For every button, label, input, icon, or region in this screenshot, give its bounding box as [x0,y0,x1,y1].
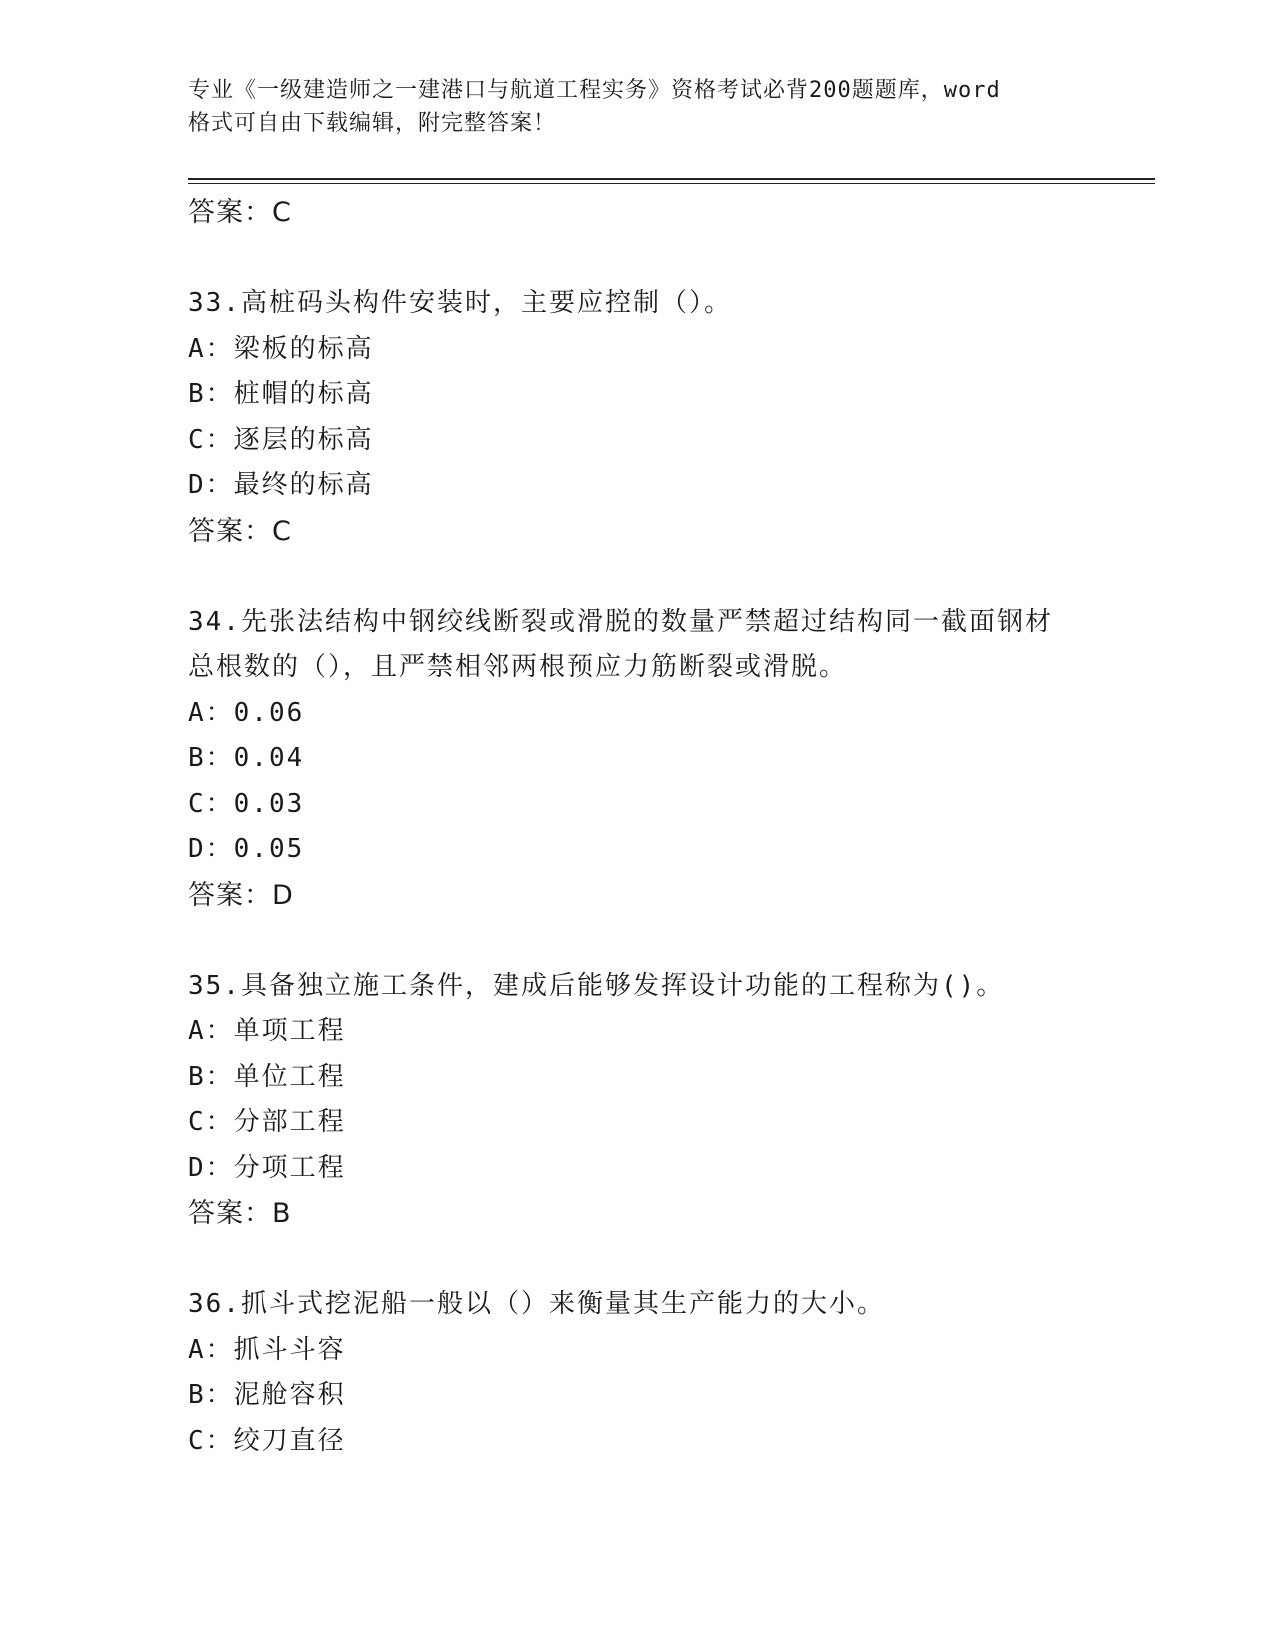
option-b: B：0.04 [188,743,305,773]
option-a: A：梁板的标高 [188,333,374,364]
question-36 [188,1282,1088,1464]
question-stem: 36.抓斗式挖泥船一般以（）来衡量其生产能力的大小。 [188,1289,885,1319]
option-b: B：桩帽的标高 [188,379,374,409]
spacer [188,554,1088,600]
previous-answer: 答案：C [188,197,292,228]
answer: 答案：B [188,1198,292,1229]
option-b: B：泥舱容积 [188,1380,346,1410]
header-line-2: 格式可自由下载编辑，附完整答案！ [188,111,557,136]
option-c: C：0.03 [188,788,305,819]
option-c: C：绞刀直径 [188,1425,346,1456]
header-divider-thin [188,183,1155,184]
answer: 答案：D [188,879,294,911]
question-stem-line-1: 34.先张法结构中钢绞线断裂或滑脱的数量严禁超过结构同一截面钢材 [188,606,1053,637]
option-a: A：抓斗斗容 [188,1334,346,1365]
question-33 [188,281,1088,554]
question-34 [188,600,1088,919]
option-b: B：单位工程 [188,1061,346,1092]
option-a: A：单项工程 [188,1016,346,1046]
option-d: D：分项工程 [188,1152,346,1183]
question-list [188,190,1088,1464]
spacer [188,236,1088,282]
option-d: D：0.05 [188,834,305,864]
question-stem: 33.高桩码头构件安装时，主要应控制（）。 [188,288,732,318]
option-c: C：分部工程 [188,1107,346,1137]
spacer [188,918,1088,964]
header-line-1: 专业《一级建造师之一建港口与航道工程实务》资格考试必背200题题库，word [188,78,1001,103]
answer: 答案：C [188,515,292,547]
header-divider-thick [188,178,1155,180]
question-stem: 35.具备独立施工条件，建成后能够发挥设计功能的工程称为()。 [188,970,1005,1001]
spacer [188,1237,1088,1283]
option-c: C：逐层的标高 [188,424,374,455]
option-a: A：0.06 [188,697,305,728]
document-header [188,74,1068,140]
option-d: D：最终的标高 [188,470,374,500]
question-35 [188,964,1088,1237]
question-stem-line-2: 总根数的（），且严禁相邻两根预应力筋断裂或滑脱。 [188,652,848,682]
